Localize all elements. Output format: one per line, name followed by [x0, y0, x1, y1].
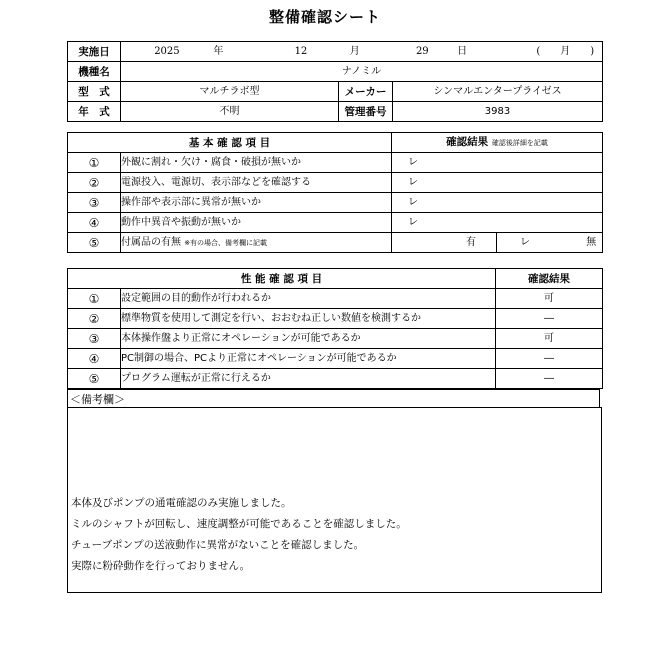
item-text: 動作中異音や振動が無いか [121, 213, 392, 233]
item-text: 本体操作盤より正常にオペレーションが可能であるか [121, 329, 496, 349]
table-row [68, 173, 603, 193]
table-row [68, 329, 603, 349]
basic-result-header [392, 133, 603, 153]
machine-row [68, 62, 603, 82]
sheet-title: 整備確認シート [268, 8, 381, 26]
item-number: ③ [68, 329, 121, 349]
item-result [392, 193, 603, 213]
date-label: 実施日 [68, 42, 121, 62]
notes-header: ＜備考欄＞ [67, 389, 600, 408]
item-text: 外観に割れ・欠け・腐食・破損が無いか [121, 153, 392, 173]
table-row [68, 369, 603, 389]
notes-line: チューブポンプの送液動作に異常がないことを確認しました。 [71, 539, 365, 551]
accessory-label: 付属品の有無 [121, 236, 181, 248]
day-unit: 日 [457, 45, 468, 57]
table-row [68, 289, 603, 309]
basic-result-label: 確認結果 [446, 136, 489, 148]
notes-text [71, 493, 407, 577]
maker-value: シンマルエンタープライゼス [393, 82, 603, 102]
day-value: 29 [415, 45, 429, 57]
item-result [392, 173, 603, 193]
perf-header: 性 能 確 認 項 目 [68, 269, 496, 289]
year-row [68, 102, 603, 122]
item-result: 可 [496, 289, 603, 309]
year-value: 2025 [154, 45, 180, 57]
date-value [121, 42, 603, 62]
item-number: ⑤ [68, 369, 121, 389]
item-number: ① [68, 153, 121, 173]
maker-label: メーカー [339, 82, 393, 102]
table-row [68, 349, 603, 369]
perf-result-header: 確認結果 [496, 269, 603, 289]
item-result: ― [496, 349, 603, 369]
basic-header: 基 本 確 認 項 目 [68, 133, 392, 153]
table-row [68, 309, 603, 329]
notes-line: 実際に粉砕動作を行っておりません。 [71, 560, 251, 572]
model-row [68, 82, 603, 102]
model-value: マルチラボ型 [121, 82, 339, 102]
item-number: ② [68, 173, 121, 193]
mgmt-number-label: 管理番号 [339, 102, 393, 122]
item-text: 標準物質を使用して測定を行い、おおむね正しい数値を検測するか [121, 309, 496, 329]
year-unit: 年 [213, 45, 224, 57]
accessory-note: ※有の場合、備考欄に記載 [184, 238, 268, 247]
check-mark: レ [408, 176, 418, 188]
month-unit: 月 [349, 45, 360, 57]
check-mark: レ [408, 156, 418, 168]
model-year-label: 年 式 [68, 102, 121, 122]
item-number: ② [68, 309, 121, 329]
table-row [68, 153, 603, 173]
item-number: ④ [68, 213, 121, 233]
info-table [67, 41, 603, 122]
item-number: ④ [68, 349, 121, 369]
item-text: PC制御の場合、PCより正常にオペレーションが可能であるか [121, 349, 496, 369]
table-row [68, 193, 603, 213]
table-row [68, 213, 603, 233]
machine-label: 機種名 [68, 62, 121, 82]
check-mark: レ [408, 196, 418, 208]
notes-box [67, 407, 602, 593]
item-text: 操作部や表示部に異常が無いか [121, 193, 392, 213]
item-result: ― [496, 369, 603, 389]
item-number: ① [68, 289, 121, 309]
accessory-no-cell [497, 233, 603, 253]
basic-result-note: 確認後詳細を記載 [491, 139, 548, 147]
perf-header-row [68, 269, 603, 289]
machine-value: ナノミル [121, 62, 603, 82]
date-row [68, 42, 603, 62]
notes-line: ミルのシャフトが回転し、速度調整が可能であることを確認しました。 [71, 518, 407, 530]
weekday-value: ( 月 ) [536, 45, 595, 57]
month-value: 12 [294, 45, 308, 57]
item-result: ― [496, 309, 603, 329]
accessory-text [121, 233, 392, 253]
item-result [392, 213, 603, 233]
item-number: ⑤ [68, 233, 121, 253]
performance-check-table [67, 268, 603, 389]
basic-check-table [67, 132, 603, 253]
check-mark: レ [408, 216, 418, 228]
accessory-no: 無 [586, 236, 597, 248]
check-mark: レ [520, 236, 530, 248]
item-number: ③ [68, 193, 121, 213]
mgmt-number-value: 3983 [393, 102, 603, 122]
notes-line: 本体及びポンプの通電確認のみ実施しました。 [71, 497, 292, 509]
accessory-yes: 有 [392, 233, 497, 253]
item-result: 可 [496, 329, 603, 349]
item-text: 設定範囲の目的動作が行われるか [121, 289, 496, 309]
item-text: プログラム運転が正常に行えるか [121, 369, 496, 389]
accessory-row [68, 233, 603, 253]
model-label: 型 式 [68, 82, 121, 102]
basic-header-row [68, 133, 603, 153]
item-result [392, 153, 603, 173]
item-text: 電源投入、電源切、表示部などを確認する [121, 173, 392, 193]
model-year-value: 不明 [121, 102, 339, 122]
